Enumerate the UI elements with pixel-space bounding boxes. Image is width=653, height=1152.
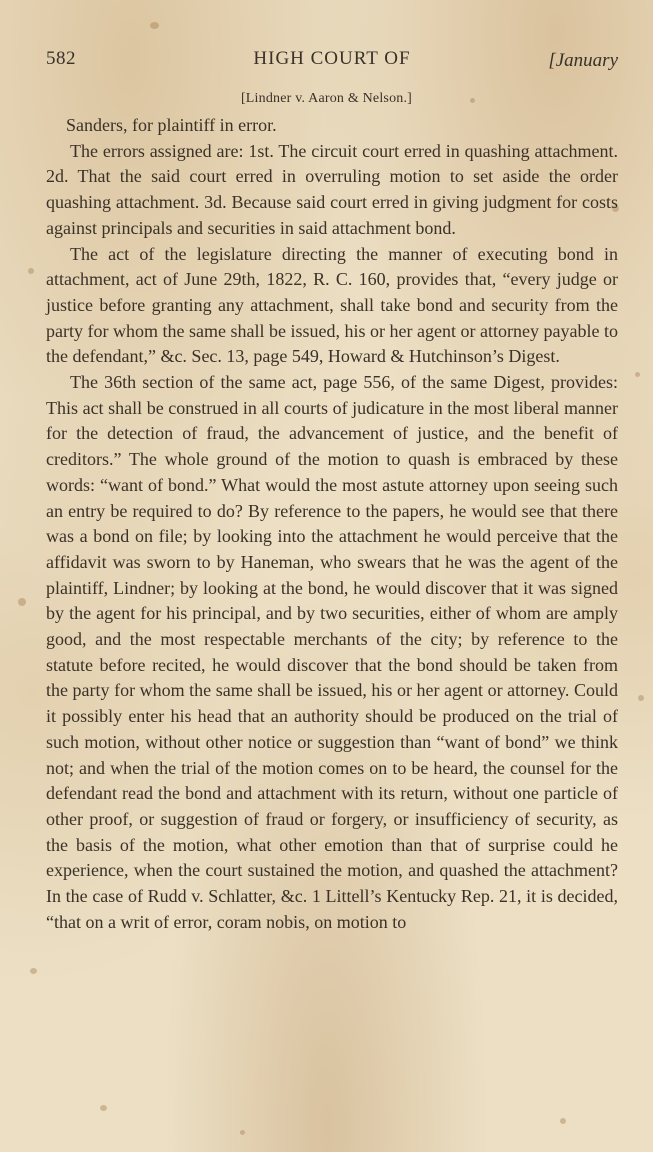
foxing-spot [100,1105,107,1111]
paragraph-errors-assigned: The errors assigned are: 1st. The circuit court erred in quashing attachment. 2d. That the said court erred in overruling motion to set aside the order quashing attachment. 3d. Because said court erred in giving judgment for costs against principals and securities in said attachment bond. [46,140,618,238]
foxing-spot [150,22,159,29]
foxing-spot [18,598,26,606]
paragraph-36th-section: The 36th section of the same act, page 556, of the same Digest, provides: This act shall be construed in all courts of judicature in the most liberal manner for the detection of fraud, the advancement of justice, and the benefit of creditors.” The whole ground of the motion to quash is embraced by these words: “want of bond.” What would the most astute attorney upon seeing such an entry be required to do? By reference to the papers, he would see that there was a bond on file; by looking into the attachment he would perceive that the affidavit was sworn to by Haneman, who swears that he was the agent of the plaintiff, Lindner; by looking at the bond, he would discover that it was signed by the agent for his principal, and by two securities, either of whom are amply good, and the most respectable merchants of the city; by reference to the statute before recited, he would discover that the bond should be taken from the party for whom the same shall be issued, his or her agent or attorney. Could it possibly enter his head that an authority should be produced on the trial of such motion, without other notice or suggestion than “want of bond” we think not; and when the trial of the motion comes on to be heard, the counsel for the defendant read the bond and attachment with its return, without one particle of other proof, or suggestion of fraud or forgery, or insufficiency of security, as the basis of the motion, what other emotion than that of surprise could he experience, when the court sustained the motion, and quashed the attachment? In the case of Rudd v. Schlatter, &c. 1 Littell’s Kentucky Rep. 21, it is decided, “that on a writ of error, coram nobis, on motion to [46,372,618,932]
body-text [46,113,618,936]
running-header [46,48,618,76]
foxing-spot [638,695,644,701]
foxing-spot [30,968,37,974]
foxing-spot [560,1118,566,1124]
running-title: HIGH COURT OF [253,48,411,69]
paragraph-act-of-legislature: The act of the legislature directing the manner of executing bond in attachment, act of June 29th, 1822, R. C. 160, provides that, “every judge or justice before granting any attachment, shall take bond and security from the party for whom the same shall be issued, his or her agent or attorney payable to the defendant,” &c. Sec. 13, page 549, Howard & Hutchinson’s Digest. [46,243,618,367]
paragraph-counsel: Sanders, for plaintiff in error. [66,115,277,135]
header-month: [January [548,50,618,71]
foxing-spot [240,1130,245,1135]
foxing-spot [635,372,640,377]
page-number: 582 [46,48,76,69]
case-caption: [Lindner v. Aaron & Nelson.] [240,91,413,106]
foxing-spot [28,268,34,274]
